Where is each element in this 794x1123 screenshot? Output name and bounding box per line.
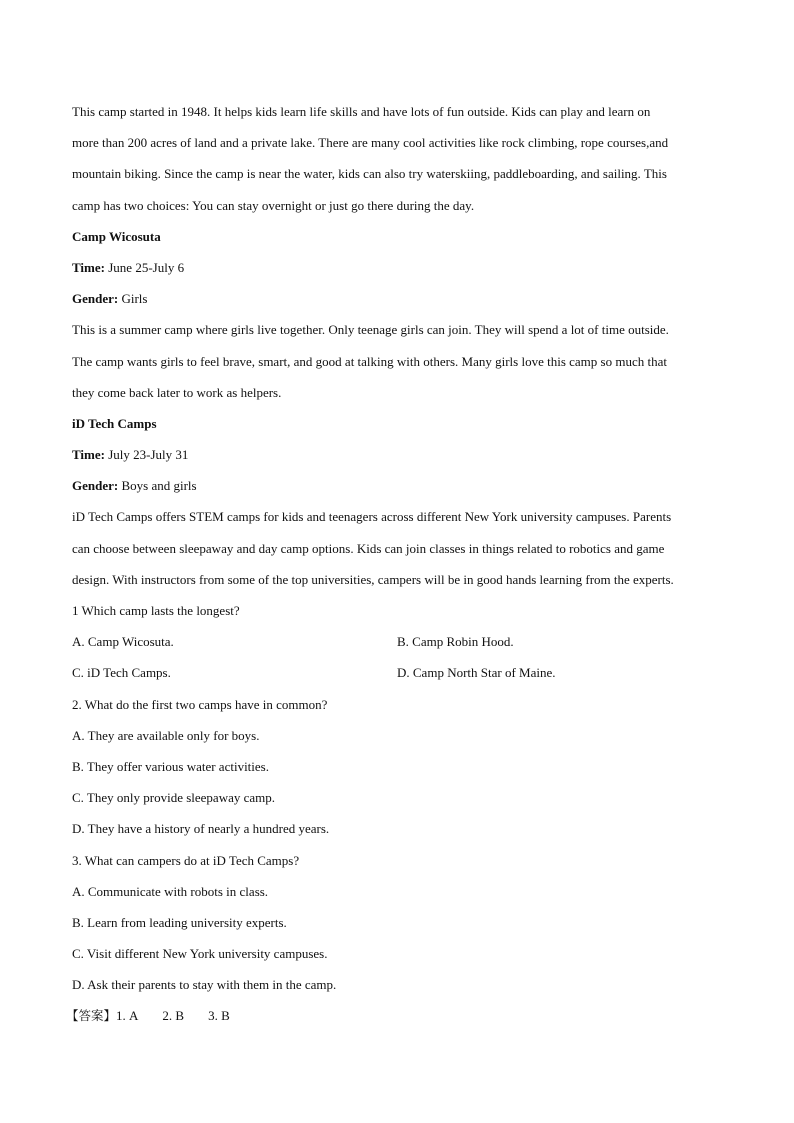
paragraph-line: The camp wants girls to feel brave, smart, and good at talking with others. Many girls love this camp so much that xyxy=(72,353,667,369)
camp-wicosuta-title: Camp Wicosuta xyxy=(72,228,161,244)
option-b: B. Camp Robin Hood. xyxy=(397,634,514,650)
gender-value: Boys and girls xyxy=(118,478,197,494)
answer-2: 2. B xyxy=(162,1008,185,1024)
question-prompt: 3. What can campers do at iD Tech Camps? xyxy=(72,852,300,868)
paragraph-line: can choose between sleepaway and day camp options. Kids can join classes in things related to robotics and game xyxy=(72,540,665,556)
question-2 xyxy=(72,695,732,851)
document-page xyxy=(66,102,732,1038)
paragraph-line: design. With instructors from some of the top universities, campers will be in good hands learning from the experts. xyxy=(72,571,674,587)
camp-wicosuta-section xyxy=(72,227,732,414)
time-label: Time: xyxy=(72,447,105,463)
gender-label: Gender: xyxy=(72,478,119,494)
option-c: C. They only provide sleepaway camp. xyxy=(72,790,276,806)
id-tech-title: iD Tech Camps xyxy=(72,415,157,431)
question-prompt: 1 Which camp lasts the longest? xyxy=(72,603,240,618)
answer-label: 【答案】 xyxy=(66,1008,117,1024)
option-c: C. Visit different New York university campuses. xyxy=(72,946,328,962)
option-a: A. Camp Wicosuta. xyxy=(72,634,174,650)
paragraph-line: they come back later to work as helpers. xyxy=(72,384,282,400)
options-row xyxy=(72,663,732,694)
answer-1: 1. A xyxy=(116,1008,139,1024)
paragraph-line: more than 200 acres of land and a private lake. There are many cool activities like rock climbing, rope courses,and xyxy=(72,135,669,151)
camp-wicosuta-gender xyxy=(72,289,732,320)
camp-wicosuta-time xyxy=(72,258,732,289)
time-value: July 23-July 31 xyxy=(104,447,189,463)
question-prompt: 2. What do the first two camps have in common? xyxy=(72,696,328,712)
paragraph-line: camp has two choices: You can stay overnight or just go there during the day. xyxy=(72,197,475,213)
options-row xyxy=(72,632,732,663)
answer-key xyxy=(66,1006,732,1037)
time-label: Time: xyxy=(72,259,105,275)
id-tech-time xyxy=(72,445,732,476)
option-b: B. They offer various water activities. xyxy=(72,758,269,774)
option-b: B. Learn from leading university experts. xyxy=(72,914,287,930)
option-a: A. They are available only for boys. xyxy=(72,727,260,743)
paragraph-line: mountain biking. Since the camp is near the water, kids can also try waterskiing, paddleboarding, and sailing. This xyxy=(72,166,667,182)
option-a: A. Communicate with robots in class. xyxy=(72,883,269,899)
paragraph-line: This is a summer camp where girls live together. Only teenage girls can join. They will spend a lot of time outside. xyxy=(72,322,669,338)
question-1 xyxy=(72,601,732,695)
question-3 xyxy=(72,851,732,1007)
option-d: D. They have a history of nearly a hundred years. xyxy=(72,821,330,837)
time-value: June 25-July 6 xyxy=(104,259,185,275)
option-c: C. iD Tech Camps. xyxy=(72,665,171,681)
gender-value: Girls xyxy=(118,291,148,307)
paragraph-line: iD Tech Camps offers STEM camps for kids and teenagers across different New York university campuses. Parents xyxy=(72,509,672,525)
id-tech-gender xyxy=(72,476,732,507)
option-d: D. Ask their parents to stay with them in the camp. xyxy=(72,977,337,993)
paragraph-line: This camp started in 1948. It helps kids learn life skills and have lots of fun outside. Kids can play and learn on xyxy=(72,104,651,119)
id-tech-section xyxy=(72,414,732,601)
gender-label: Gender: xyxy=(72,291,119,307)
intro-paragraph xyxy=(72,102,732,227)
answer-3: 3. B xyxy=(208,1008,230,1024)
option-d: D. Camp North Star of Maine. xyxy=(397,665,556,681)
